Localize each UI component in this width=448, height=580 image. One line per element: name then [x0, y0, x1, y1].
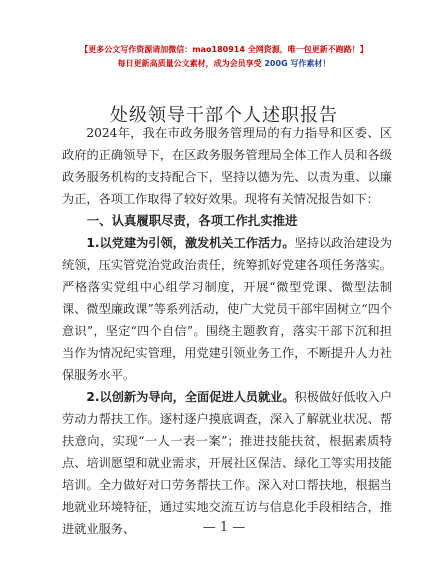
paragraph-2-lead: 2.以创新为导向，全面促进人员就业。	[86, 390, 295, 404]
intro-paragraph: 2024年，我在市政务服务管理局的有力指导和区委、区政府的正确领导下，在区政务服务管理局全体工作人员和各级政务服务机构的支持配合下，坚持以德为先、以责为重、以廉为正，各项工作取得了较好效果。现将有关情况报告如下：	[62, 126, 392, 206]
paragraph-1	[62, 232, 392, 386]
paragraph-1-body: 坚持以政治建设为统领，压实管党治党政治责任，统筹抓好党建各项任务落实。严格落实党组中心组学习制度，开展“微型党课、微型法制课、微型廉政课”等系列活动，使广大党员干部牢固树立“四个意识”，坚定“四个自信”。围绕主题教育，落实干部下沉和担当作为情况纪实管理，用党建引领业务工作，不断提升人力社保服务水平。	[62, 236, 393, 382]
page-number: — 1 —	[202, 520, 246, 535]
paragraph-2-body: 积极做好低收入户劳动力帮扶工作。逐村逐户摸底调查，深入了解就业状况、帮扶意向，实现“一人一表一案”；推进技能扶贫，根据素质特点、培训愿望和就业需求，开展社区保洁、绿化工等实用技能培训。全力做好对口劳务帮扶工作。深入对口帮扶地，根据当地就业环境特征，通过实地交流互访与信息化手段相结合，推进就业服务、	[62, 390, 393, 536]
paragraph-2	[62, 386, 392, 540]
promo-banner-line2-blue: 200G 写作素材！	[261, 59, 331, 68]
document-body	[62, 122, 392, 540]
paragraph-1-lead: 1.以党建为引领，激发机关工作活力。	[86, 236, 295, 250]
promo-banner-line1: 【更多公文写作资源请加微信：mao180914 全网资源，唯一包更新不跑路！】	[80, 45, 368, 54]
section1-heading: 一、认真履职尽责，各项工作扎实推进	[86, 213, 298, 228]
promo-banner-line2-red: 每日更新高质量公文素材，成为会员享受	[117, 59, 262, 68]
promo-banner-line2	[0, 58, 448, 69]
document-title: 处级领导干部个人述职报告	[110, 105, 338, 126]
